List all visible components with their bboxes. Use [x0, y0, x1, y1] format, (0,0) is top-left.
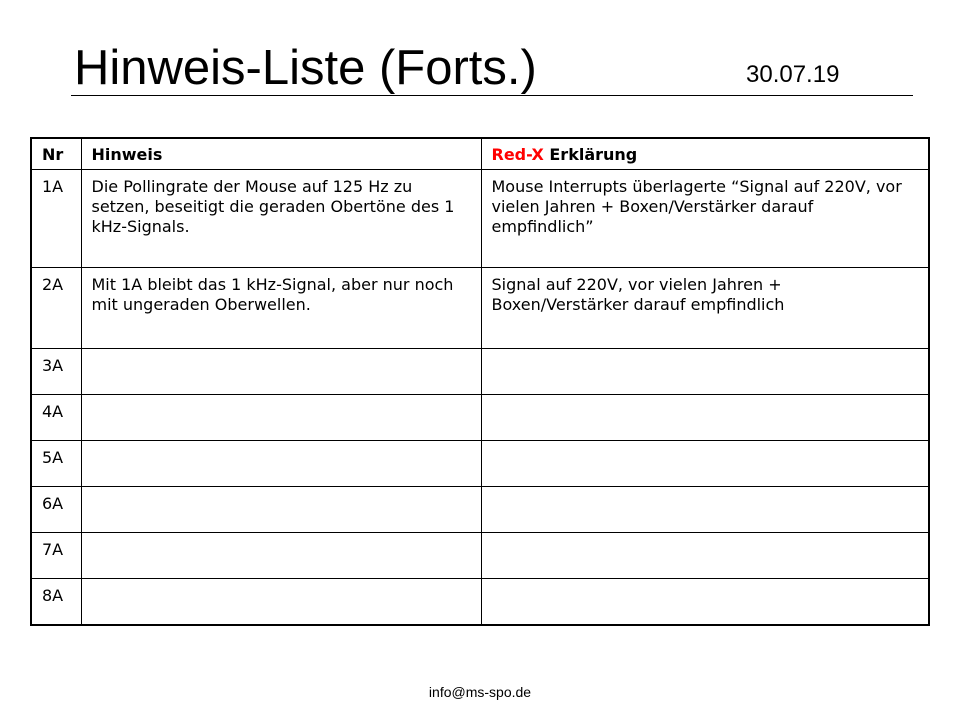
table-header-row: [31, 138, 929, 170]
table-row-2a: [31, 268, 929, 349]
title-divider: [71, 95, 913, 96]
table-row-4a: [31, 395, 929, 441]
table-row-5a: [31, 441, 929, 487]
hint-cell: [81, 395, 481, 441]
table-row-8a: [31, 579, 929, 626]
explanation-cell: [481, 533, 929, 579]
row-number: 4A: [31, 395, 81, 441]
row-number: 7A: [31, 533, 81, 579]
row-number: 1A: [31, 170, 81, 268]
explanation-cell: [481, 349, 929, 395]
explanation-cell: [481, 487, 929, 533]
hint-table: [30, 137, 930, 626]
table-row-3a: [31, 349, 929, 395]
hint-cell: Mit 1A bleibt das 1 kHz-Signal, aber nur noch mit ungeraden Oberwellen.: [81, 268, 481, 349]
row-number: 2A: [31, 268, 81, 349]
hint-cell: [81, 441, 481, 487]
explanation-cell: [481, 441, 929, 487]
column-header-hint: Hinweis: [81, 138, 481, 170]
table-row-7a: [31, 533, 929, 579]
hint-cell: [81, 579, 481, 626]
row-number: 5A: [31, 441, 81, 487]
row-number: 6A: [31, 487, 81, 533]
explanation-cell: [481, 395, 929, 441]
hint-cell: [81, 487, 481, 533]
hint-cell: [81, 349, 481, 395]
explanation-cell: [481, 579, 929, 626]
red-x-label: Red-X: [491, 145, 544, 164]
table-row-1a: [31, 170, 929, 268]
column-header-explanation: [481, 138, 929, 170]
explanation-label: Erklärung: [543, 145, 638, 164]
hint-cell: [81, 533, 481, 579]
table-row-6a: [31, 487, 929, 533]
row-number: 8A: [31, 579, 81, 626]
explanation-cell: Signal auf 220V, vor vielen Jahren + Boxen/Verstärker darauf empfindlich: [481, 268, 929, 349]
date-label: 30.07.19: [746, 61, 840, 88]
hint-cell: Die Pollingrate der Mouse auf 125 Hz zu setzen, beseitigt die geraden Obertöne des 1 kHz-Signals.: [81, 170, 481, 268]
row-number: 3A: [31, 349, 81, 395]
explanation-cell: Mouse Interrupts überlagerte “Signal auf 220V, vor vielen Jahren + Boxen/Verstärker darauf empfindlich”: [481, 170, 929, 268]
footer-email: info@ms-spo.de: [428, 684, 532, 700]
page-title: Hinweis-Liste (Forts.): [74, 41, 537, 95]
column-header-nr: Nr: [31, 138, 81, 170]
